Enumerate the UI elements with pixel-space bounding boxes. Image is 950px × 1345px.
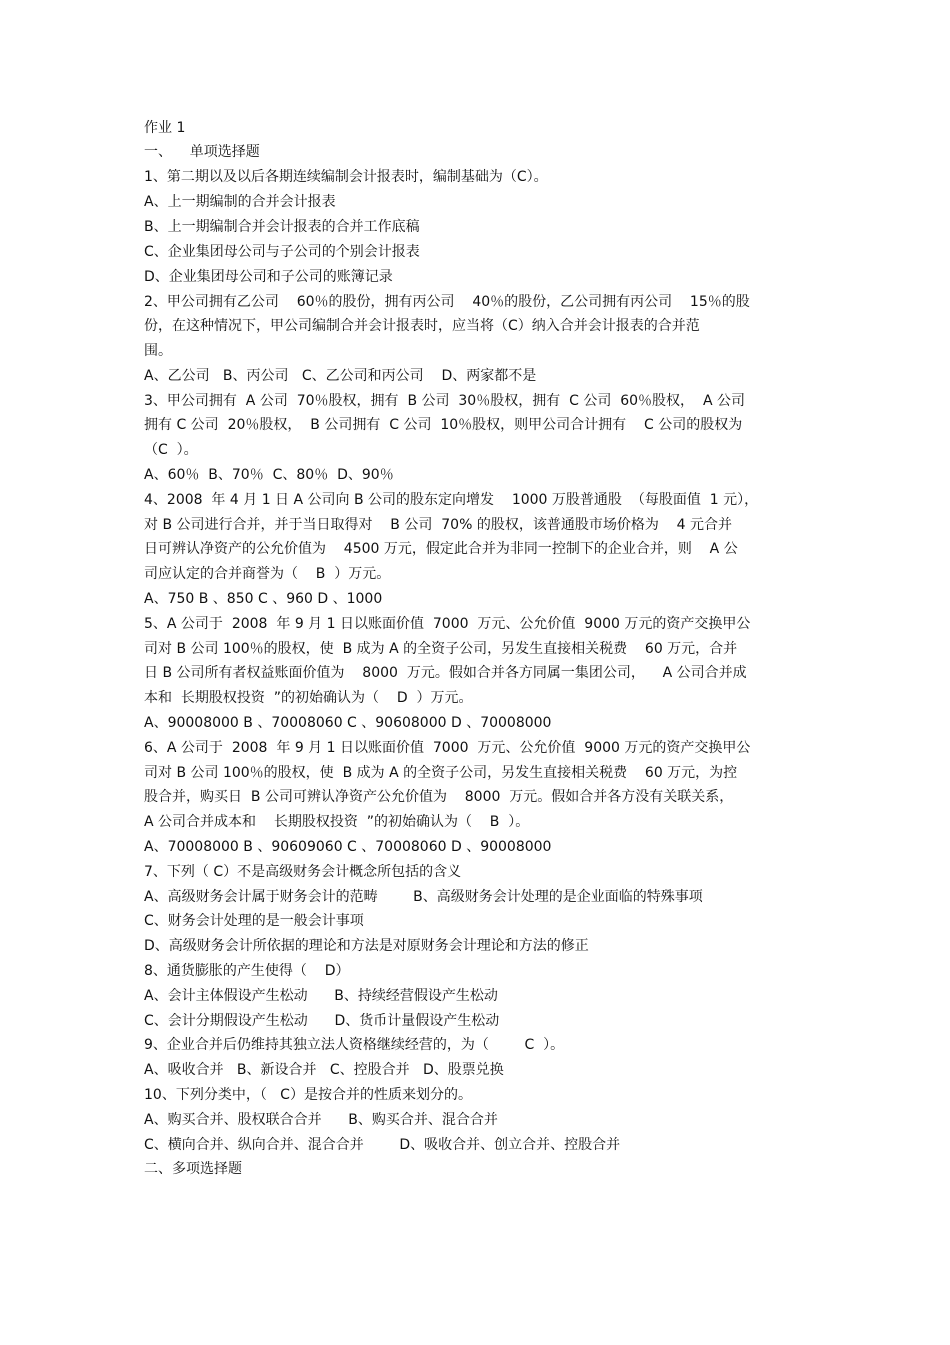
text-line: A、吸收合并 B、新设合并 C、控股合并 D、股票兑换 [144,1062,504,1078]
text-line: 10、下列分类中，（ C）是按合并的性质来划分的。 [144,1087,472,1103]
text-line: A、高级财务会计属于财务会计的范畴 B、高级财务会计处理的是企业面临的特殊事项 [144,889,703,905]
text-line: A、会计主体假设产生松动 B、持续经营假设产生松动 [144,988,498,1004]
text-line: （C ）。 [144,442,198,458]
text-line: 司对 B 公司 100％的股权，使 B 成为 A 的全资子公司，另发生直接相关税费 60 万元，合并 [144,641,738,657]
text-line: 司应认定的合并商誉为（ B ）万元。 [144,566,391,582]
text-line: C、横向合并、纵向合并、混合合并 D、吸收合并、创立合并、控股合并 [144,1137,621,1153]
text-line: 拥有 C 公司 20％股权， B 公司拥有 C 公司 10％股权，则甲公司合计拥有 C 公司的股权为 [144,417,743,433]
text-line: A、购买合并、股权联合合并 B、购买合并、混合合并 [144,1112,498,1128]
text-line: A、60％ B、70％ C、80％ D、90％ [144,467,394,483]
text-line: 日 B 公司所有者权益账面价值为 8000 万元。假如合并各方同属一集团公司， A 公司合并成 [144,665,747,681]
text-line: 司对 B 公司 100％的股权，使 B 成为 A 的全资子公司，另发生直接相关税费 60 万元，为控 [144,765,738,781]
text-line: 股合并，购买日 B 公司可辨认净资产公允价值为 8000 万元。假如合并各方没有关联关系， [144,789,734,805]
text-line: D、企业集团母公司和子公司的账簿记录 [144,269,393,285]
text-line: A、90008000 B 、70008060 C 、90608000 D 、70008000 [144,715,552,731]
text-line: 2、甲公司拥有乙公司 60％的股份，拥有丙公司 40％的股份，乙公司拥有丙公司 15％的股 [144,294,750,310]
text-line: B、上一期编制合并会计报表的合并工作底稿 [144,219,420,235]
text-line: 围。 [144,343,172,359]
document-title: 作业 1 [144,120,186,136]
text-line: 份，在这种情况下，甲公司编制合并会计报表时，应当将（C）纳入合并会计报表的合并范 [144,318,700,334]
text-line: 9、企业合并后仍维持其独立法人资格继续经营的，为（ C ）。 [144,1037,565,1053]
text-line: A 公司合并成本和 长期股权投资 ”的初始确认为（ B ）。 [144,814,530,830]
text-line: A、上一期编制的合并会计报表 [144,194,336,210]
text-line: 本和 长期股权投资 ”的初始确认为（ D ）万元。 [144,690,473,706]
text-line: 4、2008 年 4 月 1 日 A 公司向 B 公司的股东定向增发 1000 万股普通股 （每股面值 1 元）， [144,492,759,508]
text-line: A、70008000 B 、90609060 C 、70008060 D 、90008000 [144,839,552,855]
text-line: C、财务会计处理的是一般会计事项 [144,913,364,929]
text-line: D、高级财务会计所依据的理论和方法是对原财务会计理论和方法的修正 [144,938,589,954]
text-line: 日可辨认净资产的公允价值为 4500 万元，假定此合并为非同一控制下的企业合并，则 A 公 [144,541,738,557]
text-line: 二、多项选择题 [144,1161,242,1177]
text-line: A、750 B 、850 C 、960 D 、1000 [144,591,383,607]
text-line: 5、A 公司于 2008 年 9 月 1 日以账面价值 7000 万元、公允价值 9000 万元的资产交换甲公 [144,616,751,632]
text-line: A、乙公司 B、丙公司 C、乙公司和丙公司 D、两家都不是 [144,368,537,384]
text-line: 7、下列（ C）不是高级财务会计概念所包括的含义 [144,864,462,880]
text-line: C、企业集团母公司与子公司的个别会计报表 [144,244,420,260]
text-line: 3、甲公司拥有 A 公司 70％股权，拥有 B 公司 30％股权，拥有 C 公司 60％股权， A 公司 [144,393,745,409]
text-line: 6、A 公司于 2008 年 9 月 1 日以账面价值 7000 万元、公允价值 9000 万元的资产交换甲公 [144,740,751,756]
text-line: 一、 单项选择题 [144,144,260,160]
text-line: 对 B 公司进行合并，并于当日取得对 B 公司 70% 的股权，该普通股市场价格为 4 元合并 [144,517,732,533]
text-line: 1、第二期以及以后各期连续编制会计报表时，编制基础为（C）。 [144,169,548,185]
text-line: 8、通货膨胀的产生使得（ D） [144,963,350,979]
text-line: C、会计分期假设产生松动 D、货币计量假设产生松动 [144,1013,500,1029]
